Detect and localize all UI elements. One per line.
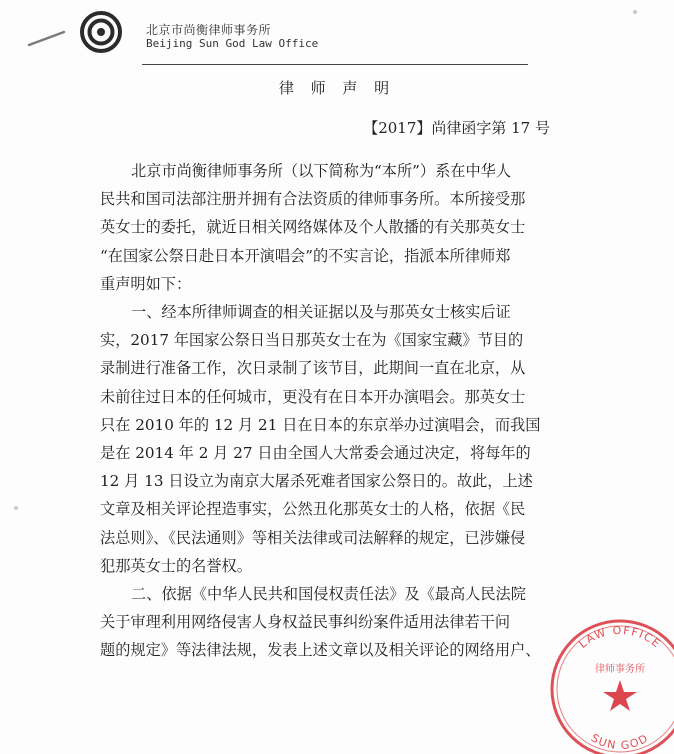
body-line: 只在 2010 年的 12 月 21 日在日本的东京举办过演唱会，而我国 [100,415,541,434]
body-line: 关于审理利用网络侵害人身权益民事纠纷案件适用法律若干问 [100,613,511,632]
body-line: 二、依据《中华人民共和国侵权责任法》及《最高人民法院 [131,585,526,604]
body-line: 题的规定》等法律法规，发表上述文章以及相关评论的网络用户、 [100,641,541,660]
scan-speck [14,506,18,510]
body-line: 民共和国司法部注册并拥有合法资质的律师事务所。本所接受那 [100,190,526,209]
document-title: 律 师 声 明 [278,79,396,97]
body-line: 重声明如下： [100,274,192,293]
stamp-text-bottom: SUN GOD [588,731,652,753]
concentric-circle-logo-icon [80,11,122,53]
body-line: 未前往过日本的任何城市，更没有在日本开办演唱会。那英女士 [100,387,526,406]
stamp-text-top: LAW OFFICE [576,623,664,651]
body-line: 文章及相关评论捏造事实，公然丑化那英女士的人格，依据《民 [100,500,526,519]
body-line: 12 月 13 日设立为南京大屠杀死难者国家公祭日的。故此，上述 [100,472,533,491]
body-line: 犯那英女士的名誉权。 [100,556,252,575]
reference-number: 【2017】尚律函字第 17 号 [363,119,550,137]
firm-name-english: Beijing Sun God Law Office [146,37,319,50]
red-seal-stamp [545,614,674,754]
svg-text:SUN GOD [589,731,651,752]
pen-stroke-mark [27,28,67,48]
star-icon [603,680,637,711]
statement-body [100,157,542,665]
body-line: “在国家公祭日赴日本开演唱会”的不实言论，指派本所律师郑 [100,246,511,265]
body-line: 法总则》、《民法通则》等相关法律或司法解释的规定，已涉嫌侵 [100,528,526,547]
header-divider [142,64,528,65]
firm-name-chinese: 北京市尚衡律师事务所 [146,23,272,37]
body-line: 一、经本所律师调查的相关证据以及与那英女士核实后证 [131,303,511,322]
stamp-text-cn: 律师事务所 [595,664,645,675]
body-line: 英女士的委托，就近日相关网络媒体及个人散播的有关那英女士 [100,218,526,237]
body-line: 北京市尚衡律师事务所（以下简称为“本所”）系在中华人 [131,162,512,180]
body-line: 录制进行准备工作，次日录制了该节目，此期间一直在北京，从 [100,359,526,378]
scan-speck [633,10,637,14]
body-line: 实，2017 年国家公祭日当日那英女士在为《国家宝藏》节目的 [100,331,524,350]
body-line: 是在 2014 年 2 月 27 日由全国人大常委会通过决定，将每年的 [100,444,531,463]
